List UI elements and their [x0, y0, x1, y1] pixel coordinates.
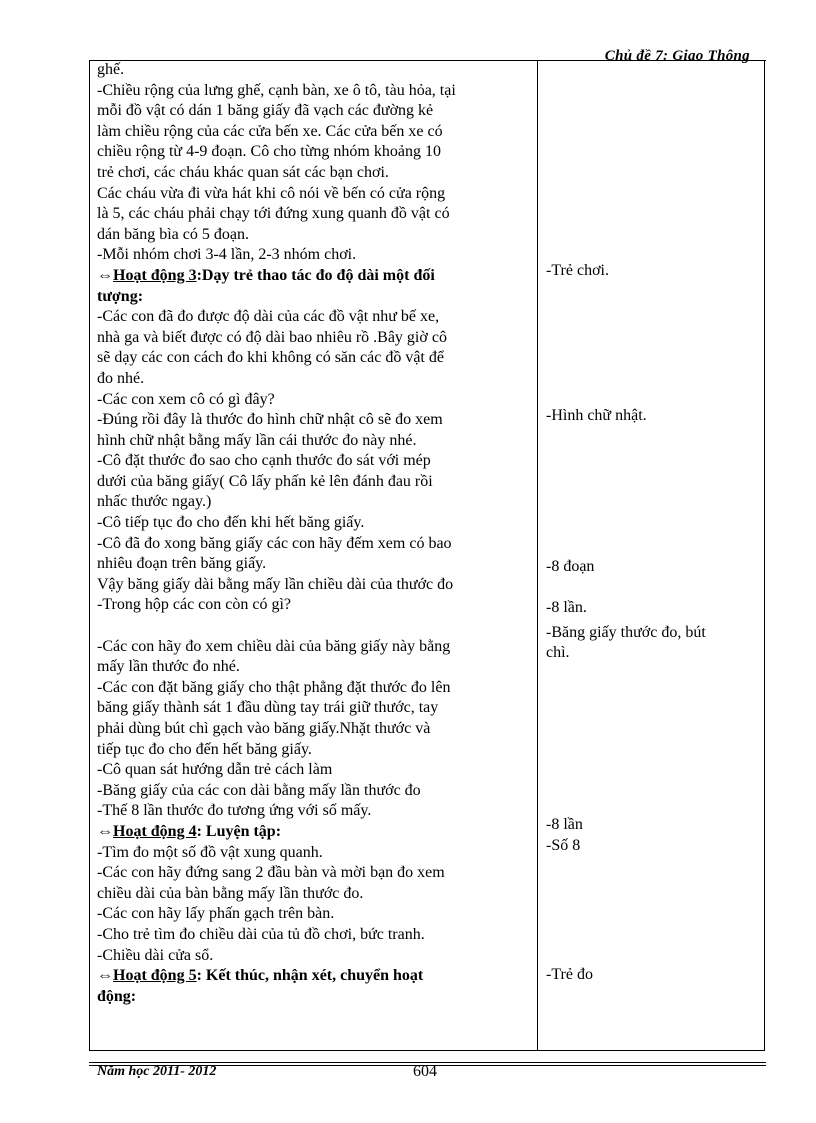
- text-line: dưới của băng giấy( Cô lấy phấn kẻ lên đánh đau rồi: [97, 472, 433, 490]
- response-text: -Trẻ đo: [546, 966, 593, 983]
- activity-5-label: Hoạt động 5: [113, 967, 197, 985]
- text-line: -Thế 8 lần thước đo tương ứng với số mấy.: [97, 802, 372, 820]
- text-line: nhấc thước ngay.): [97, 493, 212, 511]
- text-line: chiều dài của bàn bằng mấy lần thước đo.: [97, 884, 364, 902]
- response-text: -Băng giấy thước đo, bút: [546, 624, 706, 641]
- text-line: -Tìm đo một số đồ vật xung quanh.: [97, 843, 323, 861]
- text-line: -Cho trẻ tìm đo chiều dài của tủ đồ chơi, bức tranh.: [97, 925, 425, 943]
- text-line: -Các con xem cô có gì đây?: [97, 390, 275, 408]
- text-line: hình chữ nhật bằng mấy lần cái thước đo này nhé.: [97, 431, 417, 449]
- page-header-title: Chủ đề 7: Giao Thông: [604, 48, 750, 64]
- response-text: -Hình chữ nhật.: [546, 407, 647, 424]
- text-line: -Băng giấy của các con dài bằng mấy lần thước đo: [97, 781, 421, 799]
- text-line: -Trong hộp các con còn có gì?: [97, 596, 292, 614]
- text-line: nhà ga và biết được có độ dài bao nhiêu rồ .Bây giờ cô: [97, 328, 447, 346]
- text-line: dán băng bìa có 5 đoạn.: [97, 225, 249, 243]
- response-text: -8 lần.: [546, 599, 587, 616]
- response-text: chì.: [546, 644, 570, 661]
- response-text: -Số 8: [546, 837, 581, 854]
- text-line: mỗi đồ vật có dán 1 băng giấy đã vạch các đường kẻ: [97, 102, 434, 120]
- text-line: -Mỗi nhóm chơi 3-4 lần, 2-3 nhóm chơi.: [97, 246, 357, 264]
- activity-3-heading: [97, 266, 531, 287]
- text-line: -Các con đã đo được độ dài của các đồ vật như bế xe,: [97, 308, 440, 326]
- text-line: -Chiều rộng của lưng ghế, cạnh bàn, xe ô tô, tàu hỏa, tại: [97, 81, 456, 99]
- response-text: -8 lần: [546, 816, 583, 833]
- text-line: -Cô quan sát hướng dẫn trẻ cách làm: [97, 761, 333, 779]
- text-line: -Cô đã đo xong băng giấy các con hãy đếm xem có bao: [97, 534, 452, 552]
- double-arrow-icon: ⇔: [97, 967, 113, 985]
- text-line: mấy lần thước đo nhé.: [97, 658, 240, 676]
- activity-4-title: : Luyện tập:: [196, 822, 282, 840]
- text-line: nhiêu đoạn trên băng giấy.: [97, 555, 267, 573]
- double-arrow-icon: ⇔: [97, 266, 113, 284]
- text-line: -Các con đặt băng giấy cho thật phẳng đặt thước đo lên: [97, 678, 451, 696]
- text-line: [97, 616, 531, 637]
- column-divider: [537, 60, 538, 1051]
- text-line: -Các con hãy đo xem chiều dài của băng giấy này bằng: [97, 637, 451, 655]
- text-line: động:: [97, 987, 137, 1005]
- text-line: -Chiều dài cửa sổ.: [97, 946, 214, 964]
- text-line: -Cô tiếp tục đo cho đến khi hết băng giấy.: [97, 514, 365, 532]
- footer-school-year: Năm học 2011- 2012: [97, 1064, 217, 1079]
- response-text: -8 đoạn: [546, 558, 595, 575]
- text-line: băng giấy thành sát 1 đầu dùng tay trái giữ thước, tay: [97, 699, 439, 717]
- activity-4-heading: [97, 822, 531, 843]
- activity-3-title: :Dạy trẻ thao tác đo độ dài một đối: [196, 266, 435, 284]
- text-line: phải dùng bút chì gạch vào băng giấy.Nhặt thước và: [97, 720, 431, 737]
- text-line: là 5, các cháu phải chạy tới đứng xung quanh đồ vật có: [97, 205, 450, 223]
- activity-4-label: Hoạt động 4: [113, 822, 197, 840]
- text-line: chiều rộng từ 4-9 đoạn. Cô cho từng nhóm khoảng 10: [97, 143, 441, 161]
- text-line: -Cô đặt thước đo sao cho cạnh thước đo sát với mép: [97, 452, 431, 470]
- text-line: sẽ dạy các con cách đo khi không có săn các đồ vật để: [97, 349, 444, 367]
- text-line: -Các con hãy lấy phấn gạch trên bàn.: [97, 905, 335, 923]
- text-line: -Đúng rồi đây là thước đo hình chữ nhật cô sẽ đo xem: [97, 411, 443, 429]
- text-line: -Các con hãy đứng sang 2 đầu bàn và mời bạn đo xem: [97, 864, 445, 882]
- activity-5-title: : Kết thúc, nhận xét, chuyển hoạt: [196, 967, 424, 985]
- response-text: -Trẻ chơi.: [546, 262, 609, 279]
- activity-3-label: Hoạt động 3: [113, 266, 197, 284]
- double-arrow-icon: ⇔: [97, 822, 113, 840]
- text-line: tượng:: [97, 287, 144, 305]
- text-line: đo nhé.: [97, 369, 145, 387]
- text-line: làm chiều rộng của các cửa bến xe. Các cửa bến xe có: [97, 122, 443, 140]
- text-line: Vậy băng giấy dài bằng mấy lần chiều dài của thước đo: [97, 575, 454, 593]
- activity-column: [97, 60, 531, 1007]
- activity-5-heading: [97, 966, 531, 987]
- text-line: tiếp tục đo cho đến hết băng giấy.: [97, 740, 312, 758]
- page-number: 604: [413, 1063, 437, 1080]
- text-line: Các cháu vừa đi vừa hát khi cô nói về bến có cửa rộng: [97, 184, 446, 202]
- text-line: trẻ chơi, các cháu khác quan sát các bạn chơi.: [97, 163, 389, 181]
- text-line: ghế.: [97, 61, 125, 78]
